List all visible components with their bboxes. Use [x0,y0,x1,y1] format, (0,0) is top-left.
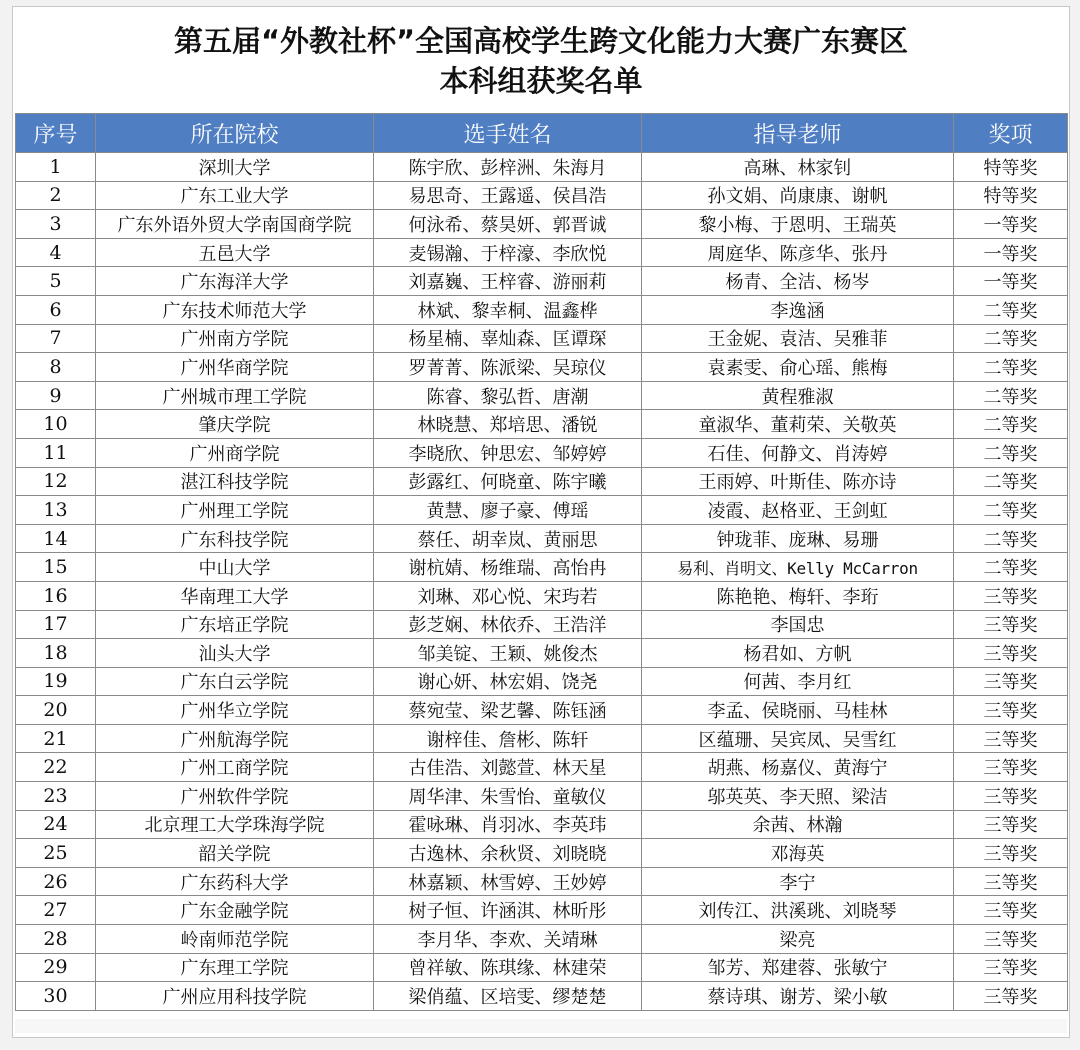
teachers-cell: 杨君如、方帆 [642,639,954,668]
row-index: 26 [16,867,96,896]
row-index: 11 [16,438,96,467]
row-index: 8 [16,353,96,382]
school-cell: 湛江科技学院 [96,467,374,496]
award-cell: 特等奖 [954,181,1068,210]
players-cell: 罗菁菁、陈派梁、吴琼仪 [374,353,642,382]
school-cell: 广州城市理工学院 [96,381,374,410]
table-row [16,839,1068,868]
award-cell: 一等奖 [954,238,1068,267]
table-row [16,581,1068,610]
table-row [16,696,1068,725]
row-index: 3 [16,210,96,239]
teachers-cell: 孙文娟、尚康康、谢帆 [642,181,954,210]
award-cell: 一等奖 [954,267,1068,296]
row-index: 17 [16,610,96,639]
players-cell: 李晓欣、钟思宏、邹婷婷 [374,438,642,467]
award-cell: 三等奖 [954,896,1068,925]
title-line-1: 第五届“外教社杯”全国高校学生跨文化能力大赛广东赛区 [173,24,909,58]
players-cell: 林斌、黎幸桐、温鑫桦 [374,295,642,324]
header-teachers: 指导老师 [642,114,954,153]
teachers-cell: 周庭华、陈彦华、张丹 [642,238,954,267]
award-cell: 二等奖 [954,496,1068,525]
award-cell: 二等奖 [954,524,1068,553]
players-cell: 黄慧、廖子豪、傅瑶 [374,496,642,525]
award-cell: 三等奖 [954,610,1068,639]
award-cell: 三等奖 [954,867,1068,896]
players-cell: 何泳希、蔡昊妍、郭晋诚 [374,210,642,239]
school-cell: 广东海洋大学 [96,267,374,296]
award-table-body [16,153,1068,1011]
row-index: 9 [16,381,96,410]
table-row [16,667,1068,696]
teachers-cell: 邹芳、郑建蓉、张敏宁 [642,953,954,982]
row-index: 5 [16,267,96,296]
award-cell: 三等奖 [954,581,1068,610]
award-cell: 二等奖 [954,467,1068,496]
teachers-cell: 童淑华、董莉荣、关敬英 [642,410,954,439]
award-cell: 三等奖 [954,953,1068,982]
teachers-cell: 胡燕、杨嘉仪、黄海宁 [642,753,954,782]
award-cell: 三等奖 [954,753,1068,782]
table-row [16,181,1068,210]
players-cell: 邹美锭、王颖、姚俊杰 [374,639,642,668]
row-index: 6 [16,295,96,324]
table-row [16,267,1068,296]
players-cell: 蔡宛莹、梁艺馨、陈钰涵 [374,696,642,725]
table-row [16,810,1068,839]
school-cell: 广东科技学院 [96,524,374,553]
row-index: 24 [16,810,96,839]
award-table [15,113,1068,1011]
award-cell: 三等奖 [954,810,1068,839]
award-cell: 三等奖 [954,696,1068,725]
award-cell: 三等奖 [954,639,1068,668]
players-cell: 彭芝娴、林依乔、王浩洋 [374,610,642,639]
row-index: 2 [16,181,96,210]
award-cell: 一等奖 [954,210,1068,239]
award-cell: 二等奖 [954,295,1068,324]
players-cell: 林晓慧、郑培思、潘锐 [374,410,642,439]
award-cell: 二等奖 [954,410,1068,439]
award-cell: 三等奖 [954,782,1068,811]
row-index: 25 [16,839,96,868]
teachers-cell: 黄程雅淑 [642,381,954,410]
row-index: 12 [16,467,96,496]
school-cell: 广东白云学院 [96,667,374,696]
school-cell: 广州软件学院 [96,782,374,811]
table-row [16,210,1068,239]
teachers-cell: 李宁 [642,867,954,896]
school-cell: 广州应用科技学院 [96,982,374,1011]
teachers-cell: 易利、肖明文、Kelly McCarron [642,553,954,582]
teachers-cell: 蔡诗琪、谢芳、梁小敏 [642,982,954,1011]
table-row [16,410,1068,439]
title-line-2: 本科组获奖名单 [439,64,643,98]
teachers-cell: 邓海英 [642,839,954,868]
table-row [16,753,1068,782]
school-cell: 广东理工学院 [96,953,374,982]
award-cell: 三等奖 [954,667,1068,696]
award-cell: 三等奖 [954,925,1068,954]
header-school: 所在院校 [96,114,374,153]
table-row [16,610,1068,639]
table-row [16,982,1068,1011]
teachers-cell: 高琳、林家钊 [642,153,954,182]
row-index: 23 [16,782,96,811]
players-cell: 谢梓佳、詹彬、陈轩 [374,724,642,753]
header-players: 选手姓名 [374,114,642,153]
school-cell: 华南理工大学 [96,581,374,610]
document-title [13,21,1069,101]
row-index: 7 [16,324,96,353]
table-row [16,953,1068,982]
players-cell: 彭露红、何晓童、陈宇曦 [374,467,642,496]
table-row [16,524,1068,553]
teachers-cell: 黎小梅、于恩明、王瑞英 [642,210,954,239]
players-cell: 霍咏琳、肖羽冰、李英玮 [374,810,642,839]
table-row [16,639,1068,668]
school-cell: 广东外语外贸大学南国商学院 [96,210,374,239]
table-row [16,724,1068,753]
table-row [16,353,1068,382]
school-cell: 广州商学院 [96,438,374,467]
players-cell: 谢杭婧、杨维瑞、高怡冉 [374,553,642,582]
school-cell: 深圳大学 [96,153,374,182]
row-index: 14 [16,524,96,553]
school-cell: 岭南师范学院 [96,925,374,954]
players-cell: 刘琳、邓心悦、宋玙若 [374,581,642,610]
row-index: 29 [16,953,96,982]
players-cell: 李月华、李欢、关靖琳 [374,925,642,954]
row-index: 18 [16,639,96,668]
school-cell: 广东工业大学 [96,181,374,210]
table-row [16,782,1068,811]
school-cell: 北京理工大学珠海学院 [96,810,374,839]
row-index: 13 [16,496,96,525]
row-index: 16 [16,581,96,610]
school-cell: 广州理工学院 [96,496,374,525]
award-cell: 二等奖 [954,324,1068,353]
players-cell: 陈睿、黎弘哲、唐潮 [374,381,642,410]
row-index: 21 [16,724,96,753]
award-cell: 三等奖 [954,724,1068,753]
teachers-cell: 何茜、李月红 [642,667,954,696]
players-cell: 麦锡瀚、于梓濠、李欣悦 [374,238,642,267]
players-cell: 刘嘉巍、王梓睿、游丽莉 [374,267,642,296]
award-cell: 三等奖 [954,982,1068,1011]
table-row [16,496,1068,525]
table-row [16,238,1068,267]
row-index: 30 [16,982,96,1011]
school-cell: 韶关学院 [96,839,374,868]
teachers-cell: 李逸涵 [642,295,954,324]
table-row [16,867,1068,896]
row-index: 15 [16,553,96,582]
players-cell: 树子恒、许涵淇、林昕彤 [374,896,642,925]
table-row [16,553,1068,582]
teachers-cell: 李国忠 [642,610,954,639]
school-cell: 五邑大学 [96,238,374,267]
table-row [16,896,1068,925]
teachers-cell: 陈艳艳、梅轩、李珩 [642,581,954,610]
teachers-cell: 刘传江、洪溪珧、刘晓琴 [642,896,954,925]
row-index: 22 [16,753,96,782]
players-cell: 蔡任、胡幸岚、黄丽思 [374,524,642,553]
school-cell: 肇庆学院 [96,410,374,439]
teachers-cell: 李孟、侯晓丽、马桂林 [642,696,954,725]
teachers-cell: 余茜、林瀚 [642,810,954,839]
award-cell: 二等奖 [954,438,1068,467]
table-row [16,925,1068,954]
teachers-cell: 石佳、何静文、肖涛婷 [642,438,954,467]
row-index: 27 [16,896,96,925]
header-row [16,114,1068,153]
teachers-cell: 区蕴珊、吴宾凤、吴雪红 [642,724,954,753]
row-index: 4 [16,238,96,267]
award-cell: 二等奖 [954,353,1068,382]
teachers-cell: 杨青、全洁、杨岑 [642,267,954,296]
players-cell: 古逸林、余秋贤、刘晓晓 [374,839,642,868]
school-cell: 广东技术师范大学 [96,295,374,324]
award-cell: 二等奖 [954,381,1068,410]
award-cell: 二等奖 [954,553,1068,582]
row-index: 1 [16,153,96,182]
teachers-cell: 王金妮、袁洁、吴雅菲 [642,324,954,353]
players-cell: 谢心妍、林宏娟、饶尧 [374,667,642,696]
teachers-cell: 袁素雯、俞心瑶、熊梅 [642,353,954,382]
school-cell: 广东培正学院 [96,610,374,639]
bottom-margin [15,1019,1067,1033]
players-cell: 林嘉颖、林雪婷、王妙婷 [374,867,642,896]
school-cell: 汕头大学 [96,639,374,668]
header-award: 奖项 [954,114,1068,153]
award-sheet [12,6,1070,1038]
table-row [16,153,1068,182]
award-cell: 三等奖 [954,839,1068,868]
players-cell: 曾祥敏、陈琪缘、林建荣 [374,953,642,982]
teachers-cell: 王雨婷、叶斯佳、陈亦诗 [642,467,954,496]
table-row [16,438,1068,467]
school-cell: 广州华商学院 [96,353,374,382]
school-cell: 广州南方学院 [96,324,374,353]
row-index: 28 [16,925,96,954]
table-row [16,381,1068,410]
school-cell: 广东药科大学 [96,867,374,896]
row-index: 10 [16,410,96,439]
award-cell: 特等奖 [954,153,1068,182]
school-cell: 广州航海学院 [96,724,374,753]
players-cell: 古佳浩、刘懿萱、林天星 [374,753,642,782]
table-row [16,324,1068,353]
players-cell: 周华津、朱雪怡、童敏仪 [374,782,642,811]
school-cell: 广州华立学院 [96,696,374,725]
teachers-cell: 邬英英、李天照、梁洁 [642,782,954,811]
header-index: 序号 [16,114,96,153]
teachers-cell: 梁亮 [642,925,954,954]
row-index: 19 [16,667,96,696]
school-cell: 广东金融学院 [96,896,374,925]
school-cell: 广州工商学院 [96,753,374,782]
school-cell: 中山大学 [96,553,374,582]
teachers-cell: 钟珑菲、庞琳、易珊 [642,524,954,553]
players-cell: 易思奇、王露遥、侯昌浩 [374,181,642,210]
teachers-cell: 凌霞、赵格亚、王剑虹 [642,496,954,525]
row-index: 20 [16,696,96,725]
table-row [16,467,1068,496]
players-cell: 陈宇欣、彭梓洲、朱海月 [374,153,642,182]
players-cell: 梁俏蕴、区培雯、缪楚楚 [374,982,642,1011]
table-row [16,295,1068,324]
players-cell: 杨星楠、辜灿森、匡谭琛 [374,324,642,353]
